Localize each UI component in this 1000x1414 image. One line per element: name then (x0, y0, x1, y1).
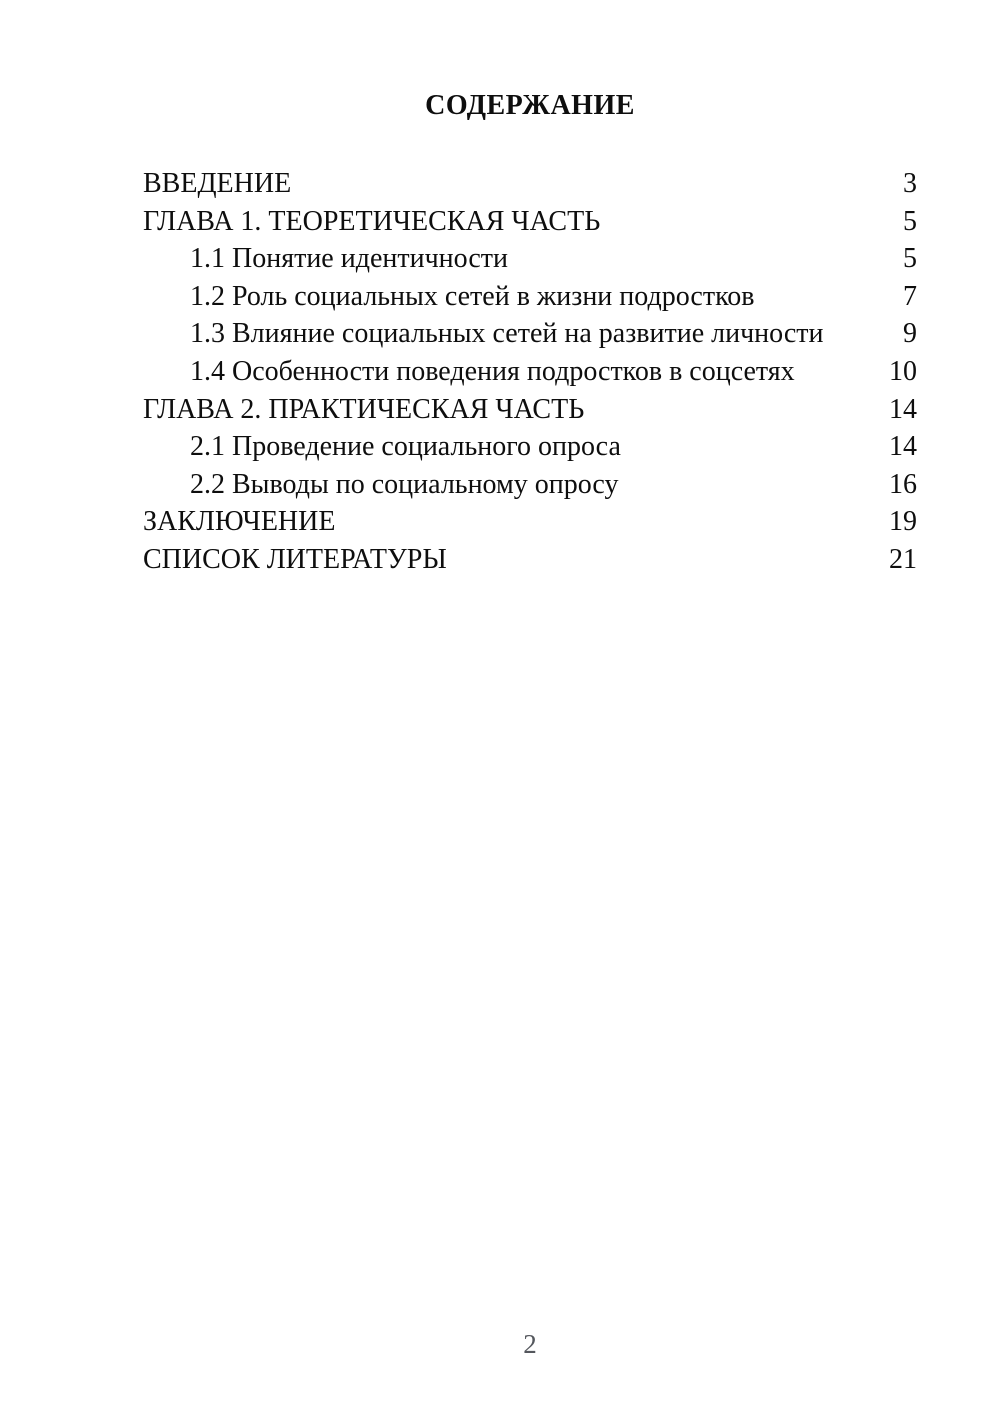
toc-entry-label: 1.1 Понятие идентичности (190, 243, 509, 275)
toc-entry (143, 278, 917, 316)
toc-entry-label: 2.2 Выводы по социальному опросу (190, 468, 619, 500)
toc-entry (143, 315, 917, 353)
toc-entry (143, 541, 917, 579)
toc-entry (143, 391, 917, 429)
toc-entry-page: 3 (903, 168, 917, 199)
toc-entry (143, 165, 917, 203)
toc-entry-page: 14 (889, 393, 917, 425)
page-number: 2 (523, 1329, 537, 1359)
toc-entry-label: СПИСОК ЛИТЕРАТУРЫ (143, 543, 447, 575)
toc-entry (143, 240, 917, 278)
toc-entry-label: ГЛАВА 2. ПРАКТИЧЕСКАЯ ЧАСТЬ (143, 393, 585, 425)
toc-entry (143, 203, 917, 241)
toc-entry-page: 10 (889, 355, 917, 387)
toc-entry-label: 1.3 Влияние социальных сетей на развитие личности (190, 318, 824, 350)
toc-entry-page: 19 (889, 506, 917, 538)
toc-entry-page: 5 (903, 243, 917, 275)
table-of-contents (143, 165, 917, 579)
toc-entry-page: 14 (889, 431, 917, 463)
toc-entry-label: ЗАКЛЮЧЕНИЕ (143, 506, 336, 538)
toc-entry-label: ГЛАВА 1. ТЕОРЕТИЧЕСКАЯ ЧАСТЬ (143, 205, 601, 237)
toc-entry-label: 1.4 Особенности поведения подростков в соцсетях (190, 355, 795, 387)
page-title: СОДЕРЖАНИЕ (425, 90, 635, 121)
toc-entry (143, 466, 917, 504)
toc-entry-label: 1.2 Роль социальных сетей в жизни подростков (190, 280, 755, 312)
toc-entry-page: 16 (889, 468, 917, 500)
toc-entry (143, 503, 917, 541)
toc-entry-page: 9 (903, 318, 917, 350)
toc-entry (143, 428, 917, 466)
toc-entry-page: 5 (903, 205, 917, 237)
toc-entry-label: 2.1 Проведение социального опроса (190, 431, 621, 463)
toc-entry-page: 21 (889, 543, 917, 575)
toc-entry-label: ВВЕДЕНИЕ (143, 168, 292, 199)
toc-entry (143, 353, 917, 391)
toc-entry-page: 7 (903, 280, 917, 312)
